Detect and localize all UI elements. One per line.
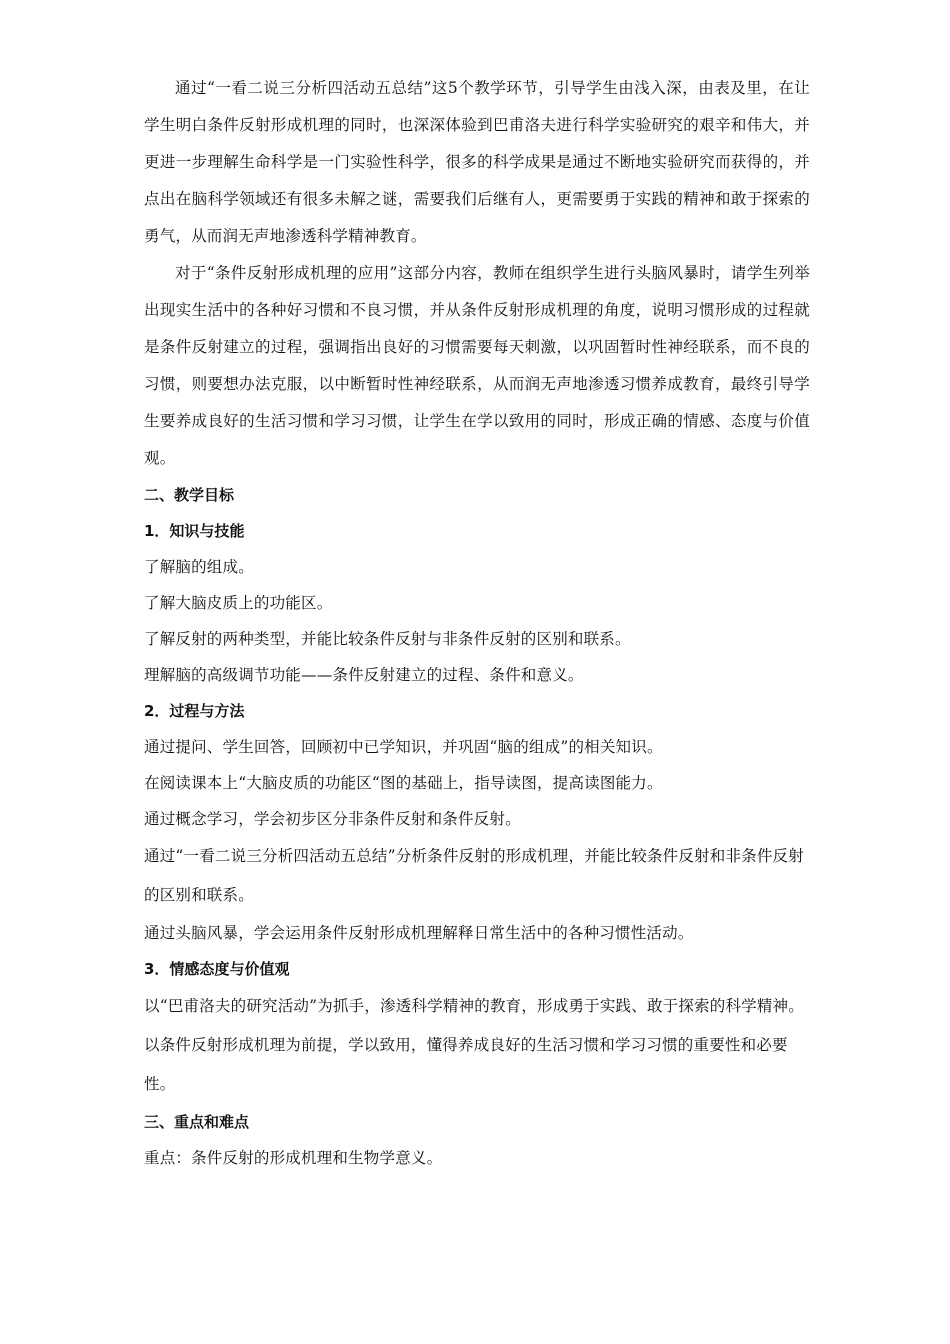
section-heading-teaching-goals: 二、教学目标 [144,486,235,504]
subheading-process-methods: 2．过程与方法 [144,702,245,720]
intro-paragraph-1: 通过“一看二说三分析四活动五总结”这5个教学环节，引导学生由浅入深，由表及里，在让学生明白条件反射形成机理的同时，也深深体验到巴甫洛夫进行科学实验研究的艰辛和伟大，并更进一步理解生命科学是一门实验性科学，很多的科学成果是通过不断地实验研究而获得的，并点出在脑科学领域还有很多未解之谜，需要我们后继有人，更需要勇于实践的精神和敢于探索的勇气，从而润无声地渗透科学精神教育。 [144,79,810,245]
goal-item: 在阅读课本上“大脑皮质的功能区“图的基础上，指导读图，提高读图能力。 [144,774,663,792]
goal-item: 了解大脑皮质上的功能区。 [144,594,333,612]
goal-item: 了解反射的两种类型，并能比较条件反射与非条件反射的区别和联系。 [144,630,631,648]
document-page [144,70,810,1176]
section-heading-key-points: 三、重点和难点 [144,1113,250,1131]
goal-item: 了解脑的组成。 [144,558,254,576]
key-point-item: 重点：条件反射的形成机理和生物学意义。 [144,1149,443,1167]
goal-item: 以“巴甫洛夫的研究活动”为抓手，渗透科学精神的教育，形成勇于实践、敢于探索的科学精神。 [144,997,804,1015]
goal-item: 通过概念学习，学会初步区分非条件反射和条件反射。 [144,810,521,828]
goal-item: 理解脑的高级调节功能——条件反射建立的过程、条件和意义。 [144,666,584,684]
intro-paragraph-2: 对于“条件反射形成机理的应用”这部分内容，教师在组织学生进行头脑风暴时，请学生列举出现实生活中的各种好习惯和不良习惯，并从条件反射形成机理的角度，说明习惯形成的过程就是条件反射建立的过程，强调指出良好的习惯需要每天刺激，以巩固暂时性神经联系，而不良的习惯，则要想办法克服，以中断暂时性神经联系，从而润无声地渗透习惯养成教育，最终引导学生要养成良好的生活习惯和学习习惯，让学生在学以致用的同时，形成正确的情感、态度与价值观。 [144,264,810,467]
goal-item: 通过头脑风暴，学会运用条件反射形成机理解释日常生活中的各种习惯性活动。 [144,924,694,942]
goal-item: 以条件反射形成机理为前提，学以致用，懂得养成良好的生活习惯和学习习惯的重要性和必要性。 [144,1036,788,1093]
goal-item: 通过“一看二说三分析四活动五总结”分析条件反射的形成机理，并能比较条件反射和非条件反射的区别和联系。 [144,847,804,904]
subheading-knowledge-skills: 1．知识与技能 [144,522,245,540]
subheading-emotion-values: 3．情感态度与价值观 [144,960,290,978]
goal-item: 通过提问、学生回答，回顾初中已学知识，并巩固“脑的组成”的相关知识。 [144,738,663,756]
